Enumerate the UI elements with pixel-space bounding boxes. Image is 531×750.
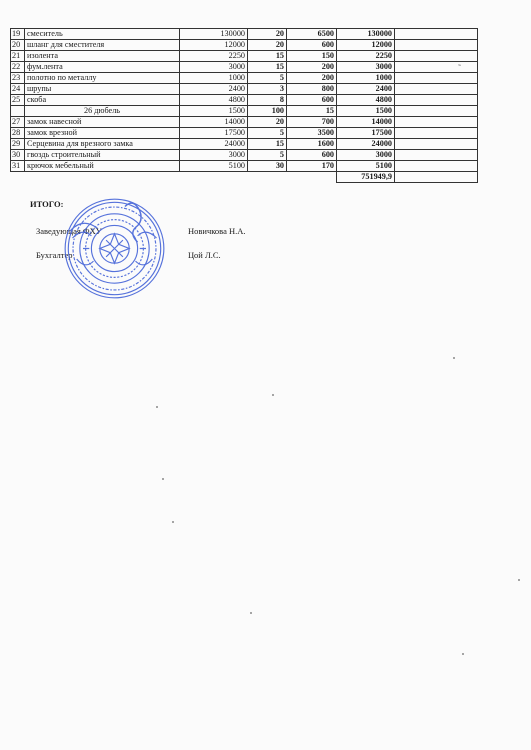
row-number-cell: 28	[11, 128, 25, 139]
unit-sum-cell: 700	[287, 117, 337, 128]
empty-cell	[395, 84, 478, 95]
accountant-signature-name: Цой Л.С.	[188, 250, 221, 260]
empty-cell	[180, 172, 248, 183]
scan-speck	[156, 406, 158, 408]
unit-sum-cell: 1600	[287, 139, 337, 150]
price-cell: 24000	[180, 139, 248, 150]
empty-cell	[395, 95, 478, 106]
empty-cell	[395, 139, 478, 150]
row-number-cell: 19	[11, 29, 25, 40]
item-name-cell: замок врезной	[25, 128, 180, 139]
empty-cell	[248, 172, 287, 183]
item-name-cell: Серцевина для врезного замка	[25, 139, 180, 150]
head-signature-label: Заведующая ФХУ	[36, 226, 102, 236]
scan-speck	[172, 521, 174, 523]
total-cell: 12000	[337, 40, 395, 51]
quantity-cell: 8	[248, 95, 287, 106]
row-number-cell	[11, 106, 25, 117]
head-signature-name: Новичкова Н.А.	[188, 226, 246, 236]
empty-cell	[395, 172, 478, 183]
total-cell: 5100	[337, 161, 395, 172]
empty-cell	[395, 150, 478, 161]
total-cell: 2250	[337, 51, 395, 62]
item-name-cell: фум.лента	[25, 62, 180, 73]
empty-cell	[395, 73, 478, 84]
table-row	[11, 106, 478, 117]
empty-cell	[395, 106, 478, 117]
quantity-cell: 5	[248, 73, 287, 84]
row-number-cell: 25	[11, 95, 25, 106]
quantity-cell: 100	[248, 106, 287, 117]
total-cell: 3000	[337, 62, 395, 73]
quantity-cell: 20	[248, 40, 287, 51]
unit-sum-cell: 200	[287, 62, 337, 73]
table-row	[11, 73, 478, 84]
item-name-cell: гвоздь строительный	[25, 150, 180, 161]
row-number-cell: 22	[11, 62, 25, 73]
price-cell: 12000	[180, 40, 248, 51]
round-seal-stamp	[62, 196, 167, 301]
scan-speck	[162, 478, 164, 480]
table-row	[11, 139, 478, 150]
price-cell: 4800	[180, 95, 248, 106]
table-row	[11, 29, 478, 40]
quantity-cell: 5	[248, 150, 287, 161]
empty-cell	[395, 161, 478, 172]
quantity-cell: 3	[248, 84, 287, 95]
quantity-cell: 15	[248, 51, 287, 62]
quantity-cell: 20	[248, 117, 287, 128]
total-cell: 130000	[337, 29, 395, 40]
unit-sum-cell: 800	[287, 84, 337, 95]
empty-cell	[287, 172, 337, 183]
price-cell: 17500	[180, 128, 248, 139]
unit-sum-cell: 600	[287, 150, 337, 161]
scan-speck	[272, 394, 274, 396]
empty-cell	[11, 172, 25, 183]
price-cell: 1500	[180, 106, 248, 117]
price-cell: 2250	[180, 51, 248, 62]
unit-sum-cell: 600	[287, 40, 337, 51]
table-row	[11, 40, 478, 51]
empty-cell	[395, 40, 478, 51]
row-number-cell: 24	[11, 84, 25, 95]
quantity-cell: 20	[248, 29, 287, 40]
unit-sum-cell: 3500	[287, 128, 337, 139]
unit-sum-cell: 200	[287, 73, 337, 84]
item-name-cell: крючок мебельный	[25, 161, 180, 172]
unit-sum-cell: 150	[287, 51, 337, 62]
itogo-label: ИТОГО:	[30, 199, 64, 209]
row-number-cell: 30	[11, 150, 25, 161]
table-row	[11, 62, 478, 73]
accountant-signature-label: Бухгалтер	[36, 250, 73, 260]
price-cell: 130000	[180, 29, 248, 40]
price-cell: 3000	[180, 150, 248, 161]
scan-speck	[250, 612, 252, 614]
grand-total-cell: 751949,9	[337, 172, 395, 183]
scan-speck	[518, 579, 520, 581]
total-cell: 14000	[337, 117, 395, 128]
quantity-cell: 30	[248, 161, 287, 172]
total-cell: 24000	[337, 139, 395, 150]
price-cell: 5100	[180, 161, 248, 172]
item-name-cell: шланг для сместителя	[25, 40, 180, 51]
item-name-cell: 26 дюбель	[25, 106, 180, 117]
items-table	[10, 28, 478, 183]
total-cell: 1000	[337, 73, 395, 84]
row-number-cell: 31	[11, 161, 25, 172]
grand-total-row	[11, 172, 478, 183]
total-cell: 4800	[337, 95, 395, 106]
total-cell: 3000	[337, 150, 395, 161]
empty-cell	[395, 29, 478, 40]
unit-sum-cell: 600	[287, 95, 337, 106]
items-table-body	[11, 29, 478, 183]
total-cell: 1500	[337, 106, 395, 117]
quantity-cell: 15	[248, 62, 287, 73]
table-row	[11, 128, 478, 139]
table-row	[11, 84, 478, 95]
unit-sum-cell: 6500	[287, 29, 337, 40]
scan-speck	[453, 357, 455, 359]
row-number-cell: 21	[11, 51, 25, 62]
item-name-cell: замок навесной	[25, 117, 180, 128]
empty-cell	[395, 62, 478, 73]
price-cell: 2400	[180, 84, 248, 95]
scan-speck	[462, 653, 464, 655]
price-cell: 14000	[180, 117, 248, 128]
item-name-cell: полотно по металлу	[25, 73, 180, 84]
unit-sum-cell: 170	[287, 161, 337, 172]
table-row	[11, 161, 478, 172]
scan-mark: ˜	[458, 63, 461, 73]
row-number-cell: 29	[11, 139, 25, 150]
row-number-cell: 23	[11, 73, 25, 84]
total-cell: 17500	[337, 128, 395, 139]
table-row	[11, 51, 478, 62]
quantity-cell: 5	[248, 128, 287, 139]
quantity-cell: 15	[248, 139, 287, 150]
row-number-cell: 27	[11, 117, 25, 128]
empty-cell	[395, 128, 478, 139]
item-name-cell: скоба	[25, 95, 180, 106]
price-cell: 1000	[180, 73, 248, 84]
item-name-cell: смеситель	[25, 29, 180, 40]
unit-sum-cell: 15	[287, 106, 337, 117]
table-row	[11, 117, 478, 128]
item-name-cell: изолента	[25, 51, 180, 62]
price-cell: 3000	[180, 62, 248, 73]
table-row	[11, 150, 478, 161]
row-number-cell: 20	[11, 40, 25, 51]
empty-cell	[395, 51, 478, 62]
empty-cell	[395, 117, 478, 128]
item-name-cell: шрупы	[25, 84, 180, 95]
table-row	[11, 95, 478, 106]
empty-cell	[25, 172, 180, 183]
total-cell: 2400	[337, 84, 395, 95]
